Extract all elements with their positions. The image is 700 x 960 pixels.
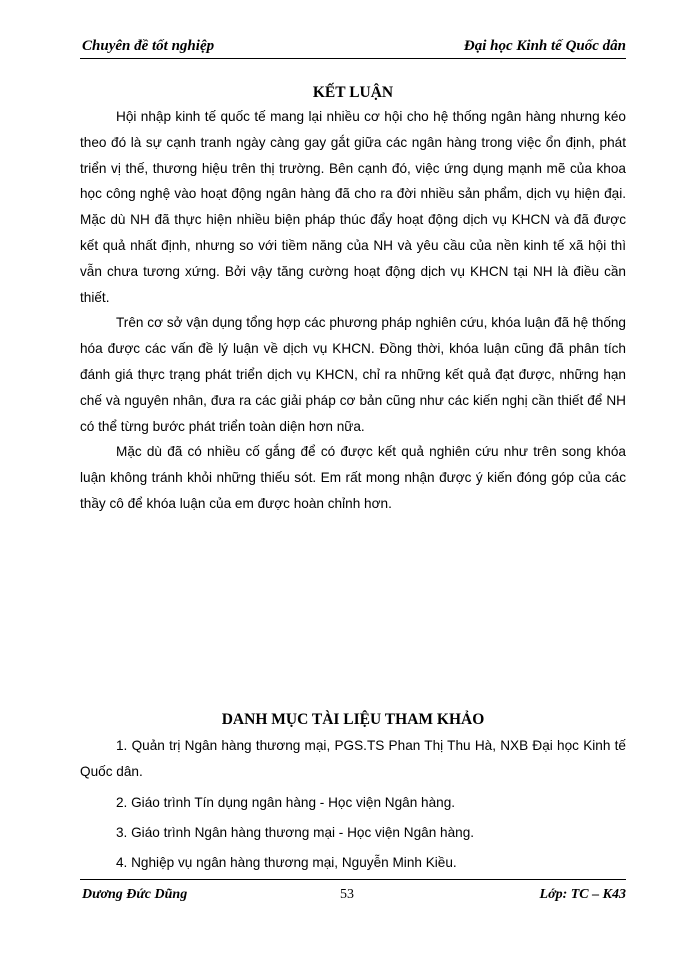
reference-item: 3. Giáo trình Ngân hàng thương mại - Học viện Ngân hàng. bbox=[116, 825, 475, 841]
header-document-type: Chuyên đề tốt nghiệp bbox=[82, 38, 215, 54]
footer-class: Lớp: TC – K43 bbox=[539, 887, 626, 902]
footer-author: Dương Đức Dũng bbox=[82, 887, 188, 902]
conclusion-paragraph-2: Trên cơ sở vận dụng tổng hợp các phương pháp nghiên cứu, khóa luận đã hệ thống hóa được các vấn đề lý luận về dịch vụ KHCN. Đồng thời, khóa luận cũng đã phân tích đánh giá thực trạng phát triển dịch vụ KHCN, chỉ ra những kết quả đạt được, những hạn chế và nguyên nhân, đưa ra các giải pháp cơ bản cũng như các kiến nghị cần thiết để NH có thể từng bước phát triển toàn diện hơn nữa. bbox=[80, 315, 626, 434]
page-number: 53 bbox=[340, 887, 354, 902]
page-footer bbox=[80, 879, 626, 908]
page-content bbox=[80, 82, 626, 880]
blank-space bbox=[80, 517, 626, 709]
conclusion-paragraph-3: Mặc dù đã có nhiều cố gắng để có được kết quả nghiên cứu như trên song khóa luận không tránh khỏi những thiếu sót. Em rất mong nhận được ý kiến đóng góp của các thầy cô để khóa luận của em được hoàn chỉnh hơn. bbox=[80, 444, 626, 511]
conclusion-paragraph-1: Hội nhập kinh tế quốc tế mang lại nhiều cơ hội cho hệ thống ngân hàng nhưng kéo theo đó là sự cạnh tranh ngày càng gay gắt giữa các ngân hàng trong việc ổn định, phát triển vị thế, thương hiệu trên thị trường. Bên cạnh đó, việc ứng dụng mạnh mẽ của khoa học công nghệ vào hoạt động ngân hàng đã cho ra đời nhiều sản phẩm, dịch vụ hiện đại. Mặc dù NH đã thực hiện nhiều biện pháp thúc đẩy hoạt động dịch vụ KHCN và đã được kết quả nhất định, nhưng so với tiềm năng của NH và yêu cầu của nền kinh tế xã hội thì vẫn chưa tương xứng. Bởi vậy tăng cường hoạt động dịch vụ KHCN tại NH là điều cần thiết. bbox=[80, 109, 626, 305]
document-page bbox=[80, 34, 626, 912]
header-university: Đại học Kinh tế Quốc dân bbox=[463, 38, 626, 54]
reference-item: 1. Quản trị Ngân hàng thương mại, PGS.TS Phan Thị Thu Hà, NXB Đại học Kinh tế Quốc dân. bbox=[80, 737, 626, 779]
page-header bbox=[80, 34, 626, 59]
references-list bbox=[80, 733, 626, 876]
reference-item: 2. Giáo trình Tín dụng ngân hàng - Học viện Ngân hàng. bbox=[116, 795, 456, 811]
reference-item: 4. Nghiệp vụ ngân hàng thương mại, Nguyễn Minh Kiều. bbox=[116, 854, 457, 870]
references-title: DANH MỤC TÀI LIỆU THAM KHẢO bbox=[221, 710, 485, 728]
conclusion-title: KẾT LUẬN bbox=[312, 84, 394, 101]
